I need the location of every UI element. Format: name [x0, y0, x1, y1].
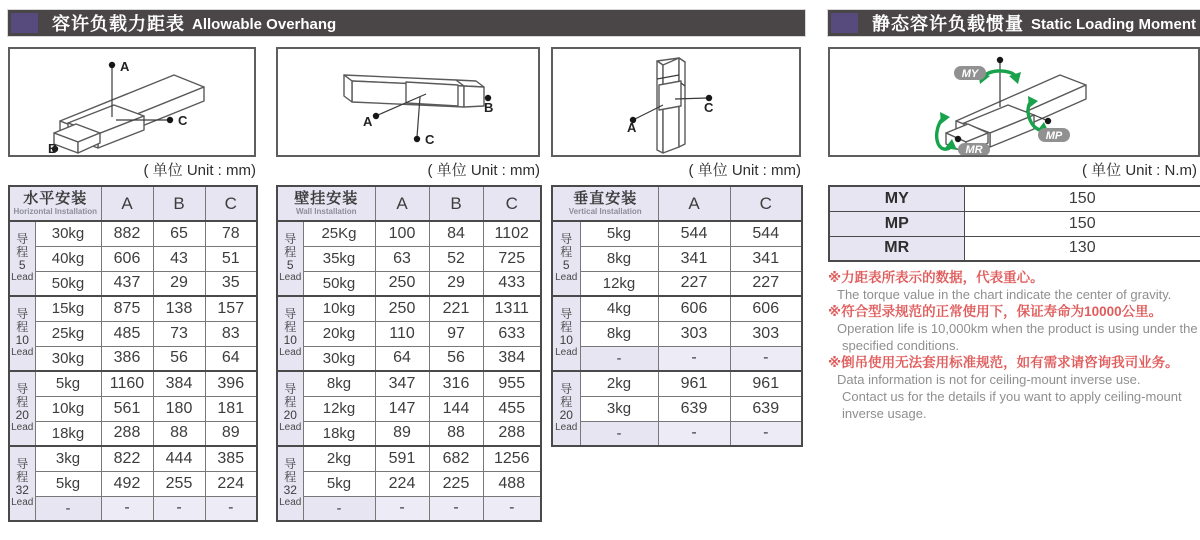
installation-table [276, 185, 542, 522]
table-row [552, 371, 802, 396]
moment-label-mr: MR [965, 144, 983, 155]
weight-cell: 25kg [35, 321, 101, 346]
table-row [277, 296, 541, 321]
value-cell: 52 [429, 246, 483, 271]
table-row [9, 321, 257, 346]
unit-label-mm: ( 单位 Unit : mm) [143, 162, 256, 179]
table-row [277, 446, 541, 471]
value-cell: 433 [483, 271, 541, 296]
lead-cell [9, 296, 35, 371]
value-cell: 303 [658, 321, 730, 346]
value-cell: 882 [101, 221, 153, 246]
value-cell: 84 [429, 221, 483, 246]
value-cell: 606 [730, 296, 802, 321]
lead-number: 5 [18, 258, 26, 272]
lead-en: Lead [555, 272, 578, 283]
value-cell: 606 [658, 296, 730, 321]
value-cell: 961 [658, 371, 730, 396]
value-cell: 56 [429, 346, 483, 371]
value-cell: 341 [658, 246, 730, 271]
lead-en: Lead [11, 497, 34, 508]
weight-cell: 15kg [35, 296, 101, 321]
accent-square-icon [11, 13, 38, 33]
table-row [277, 396, 541, 421]
moment-diagram-drawing [830, 49, 1198, 155]
table-row [829, 211, 1200, 236]
section-title-en: Allowable Overhang [192, 15, 337, 33]
value-cell: 138 [153, 296, 205, 321]
diagram-horizontal-installation [8, 47, 256, 157]
lead-cell [9, 221, 35, 296]
value-cell: 29 [429, 271, 483, 296]
column-header: A [101, 186, 153, 221]
weight-cell: 8kg [580, 321, 658, 346]
value-cell: - [483, 496, 541, 521]
table-row [829, 236, 1200, 261]
lead-cell [552, 296, 580, 371]
lead-number: 5 [286, 258, 294, 272]
lead-char: 程 [284, 245, 297, 259]
value-cell: 633 [483, 321, 541, 346]
value-cell: 347 [375, 371, 429, 396]
weight-cell: 25Kg [303, 221, 375, 246]
lead-number: 10 [559, 333, 573, 347]
value-cell: 1311 [483, 296, 541, 321]
lead-char: 程 [284, 395, 297, 409]
value-cell: 181 [205, 396, 257, 421]
installation-header-cell [277, 186, 375, 221]
installation-name-zh: 水平安装 [23, 190, 88, 207]
accent-square-icon [831, 13, 858, 33]
lead-char: 导 [560, 232, 573, 246]
lead-char: 导 [16, 457, 29, 471]
value-cell: 316 [429, 371, 483, 396]
value-cell: 250 [375, 271, 429, 296]
table-row [277, 221, 541, 246]
point-label-a: A [120, 59, 130, 74]
footnote-en: Operation life is 10,000km when the product is using under the [837, 321, 1198, 336]
table-row [552, 396, 802, 421]
value-cell: 341 [730, 246, 802, 271]
value-cell: 437 [101, 271, 153, 296]
table-row [552, 321, 802, 346]
table-row [9, 246, 257, 271]
table-row [9, 496, 257, 521]
lead-en: Lead [555, 347, 578, 358]
lead-number: 32 [283, 483, 297, 497]
lead-en: Lead [279, 272, 302, 283]
diagram-wall-installation [276, 47, 540, 157]
value-cell: 180 [153, 396, 205, 421]
value-cell: 544 [730, 221, 802, 246]
lead-en: Lead [11, 272, 34, 283]
value-cell: 224 [205, 471, 257, 496]
value-cell: 65 [153, 221, 205, 246]
value-cell: 63 [375, 246, 429, 271]
value-cell: 227 [658, 271, 730, 296]
value-cell: 224 [375, 471, 429, 496]
installation-name-zh: 垂直安装 [573, 190, 638, 207]
weight-cell: 18kg [35, 421, 101, 446]
moment-axis-label: MY [829, 186, 964, 211]
lead-char: 程 [284, 320, 297, 334]
value-cell: 43 [153, 246, 205, 271]
value-cell: 961 [730, 371, 802, 396]
table-row [9, 221, 257, 246]
table-header-row [277, 186, 541, 221]
installation-table [551, 185, 803, 447]
table-wall-installation [276, 185, 542, 522]
table-row [552, 421, 802, 446]
weight-cell: 4kg [580, 296, 658, 321]
lead-char: 导 [284, 307, 297, 321]
weight-cell: 5kg [35, 471, 101, 496]
table-row [277, 321, 541, 346]
table-row [277, 496, 541, 521]
footnote-en: Contact us for the details if you want to apply ceiling-mount [842, 389, 1182, 404]
weight-cell: 3kg [35, 446, 101, 471]
installation-name-en: Wall Installation [295, 207, 357, 216]
weight-cell: 30kg [35, 221, 101, 246]
weight-cell: - [35, 496, 101, 521]
value-cell: 822 [101, 446, 153, 471]
weight-cell: 3kg [580, 396, 658, 421]
lead-cell [277, 296, 303, 371]
value-cell: 78 [205, 221, 257, 246]
lead-char: 导 [560, 307, 573, 321]
lead-cell [277, 221, 303, 296]
lead-en: Lead [555, 422, 578, 433]
lead-number: 32 [15, 483, 29, 497]
table-row [277, 471, 541, 496]
weight-cell: 8kg [580, 246, 658, 271]
lead-char: 导 [284, 457, 297, 471]
column-header: C [205, 186, 257, 221]
lead-cell [277, 446, 303, 521]
section-header-allowable-overhang [8, 10, 805, 36]
value-cell: 147 [375, 396, 429, 421]
value-cell: 250 [375, 296, 429, 321]
footnote-en: specified conditions. [842, 338, 960, 353]
table-row [277, 346, 541, 371]
lead-char: 导 [16, 382, 29, 396]
footnote-en: The torque value in the chart indicate the center of gravity. [837, 287, 1172, 302]
section-title-en: Static Loading Moment [1031, 15, 1196, 33]
point-label-b: B [48, 141, 58, 155]
vertical-diagram-drawing [553, 49, 799, 155]
value-cell: 875 [101, 296, 153, 321]
value-cell: 385 [205, 446, 257, 471]
lead-number: 10 [15, 333, 29, 347]
lead-char: 导 [284, 232, 297, 246]
weight-cell: 2kg [580, 371, 658, 396]
table-row [9, 271, 257, 296]
lead-cell [9, 371, 35, 446]
weight-cell: 5kg [35, 371, 101, 396]
moment-value: 130 [964, 236, 1200, 261]
value-cell: 386 [101, 346, 153, 371]
moment-value: 150 [964, 186, 1200, 211]
unit-label-nm: ( 单位 Unit : N.m) [1082, 162, 1197, 179]
installation-header-cell [9, 186, 101, 221]
table-row [9, 421, 257, 446]
weight-cell: 50kg [303, 271, 375, 296]
weight-cell: 5kg [580, 221, 658, 246]
value-cell: 955 [483, 371, 541, 396]
value-cell: 157 [205, 296, 257, 321]
table-static-loading-moment [828, 185, 1200, 262]
lead-char: 导 [16, 232, 29, 246]
value-cell: 89 [205, 421, 257, 446]
weight-cell: 10kg [35, 396, 101, 421]
footnote-zh: ※力距表所表示的数据，代表重心。 [828, 270, 1044, 285]
lead-number: 10 [283, 333, 297, 347]
lead-en: Lead [279, 497, 302, 508]
lead-en: Lead [11, 422, 34, 433]
wall-diagram-drawing [278, 49, 538, 155]
weight-cell: 20kg [303, 321, 375, 346]
value-cell: 56 [153, 346, 205, 371]
value-cell: - [730, 421, 802, 446]
column-header: A [375, 186, 429, 221]
lead-char: 程 [560, 245, 573, 259]
value-cell: 396 [205, 371, 257, 396]
lead-char: 程 [284, 470, 297, 484]
value-cell: 225 [429, 471, 483, 496]
value-cell: 561 [101, 396, 153, 421]
value-cell: - [658, 421, 730, 446]
moment-value: 150 [964, 211, 1200, 236]
weight-cell: 12kg [303, 396, 375, 421]
table-row [552, 271, 802, 296]
value-cell: - [153, 496, 205, 521]
value-cell: 88 [429, 421, 483, 446]
weight-cell: 30kg [35, 346, 101, 371]
weight-cell: 30kg [303, 346, 375, 371]
value-cell: 288 [101, 421, 153, 446]
table-row [277, 421, 541, 446]
weight-cell: 5kg [303, 471, 375, 496]
footnote-en: inverse usage. [842, 406, 927, 421]
installation-table [8, 185, 258, 522]
value-cell: - [205, 496, 257, 521]
weight-cell: - [580, 346, 658, 371]
table-row [9, 446, 257, 471]
lead-number: 20 [15, 408, 29, 422]
point-label-a: A [363, 114, 373, 129]
table-header-row [9, 186, 257, 221]
lead-cell [552, 371, 580, 446]
table-row [552, 246, 802, 271]
value-cell: 1160 [101, 371, 153, 396]
value-cell: 384 [483, 346, 541, 371]
lead-cell [277, 371, 303, 446]
table-row [9, 471, 257, 496]
table-horizontal-installation [8, 185, 258, 522]
value-cell: 1256 [483, 446, 541, 471]
value-cell: 144 [429, 396, 483, 421]
diagram-static-loading-moment [828, 47, 1200, 157]
table-row [9, 346, 257, 371]
value-cell: 1102 [483, 221, 541, 246]
value-cell: 492 [101, 471, 153, 496]
value-cell: - [658, 346, 730, 371]
value-cell: 97 [429, 321, 483, 346]
value-cell: - [429, 496, 483, 521]
value-cell: 544 [658, 221, 730, 246]
weight-cell: 2kg [303, 446, 375, 471]
column-header: C [730, 186, 802, 221]
value-cell: 110 [375, 321, 429, 346]
value-cell: - [375, 496, 429, 521]
table-vertical-installation [551, 185, 803, 447]
value-cell: 64 [375, 346, 429, 371]
point-label-c: C [704, 100, 714, 115]
moment-label-mp: MP [1045, 130, 1063, 142]
column-header: B [429, 186, 483, 221]
value-cell: 488 [483, 471, 541, 496]
lead-number: 20 [559, 408, 573, 422]
lead-en: Lead [11, 347, 34, 358]
section-title-zh: 容许负载力距表 [52, 14, 185, 34]
value-cell: 29 [153, 271, 205, 296]
moment-table [828, 185, 1200, 262]
value-cell: 255 [153, 471, 205, 496]
lead-cell [9, 446, 35, 521]
lead-char: 程 [16, 395, 29, 409]
footnotes [828, 269, 1200, 429]
value-cell: 89 [375, 421, 429, 446]
horizontal-diagram-drawing [10, 49, 254, 155]
value-cell: 288 [483, 421, 541, 446]
lead-char: 导 [560, 382, 573, 396]
value-cell: 682 [429, 446, 483, 471]
installation-header-cell [552, 186, 658, 221]
unit-label-mm: ( 单位 Unit : mm) [427, 162, 540, 179]
weight-cell: - [303, 496, 375, 521]
weight-cell: 18kg [303, 421, 375, 446]
value-cell: 485 [101, 321, 153, 346]
weight-cell: 50kg [35, 271, 101, 296]
weight-cell: - [580, 421, 658, 446]
lead-char: 程 [16, 470, 29, 484]
unit-label-mm: ( 单位 Unit : mm) [688, 162, 801, 179]
weight-cell: 40kg [35, 246, 101, 271]
moment-axis-label: MP [829, 211, 964, 236]
footnote-zh: ※符合型录规范的正常使用下，保证寿命为10000公里。 [828, 304, 1163, 319]
moment-label-my: MY [961, 68, 979, 80]
lead-cell [552, 221, 580, 296]
installation-name-zh: 壁挂安装 [294, 190, 359, 207]
value-cell: - [101, 496, 153, 521]
column-header: C [483, 186, 541, 221]
value-cell: 73 [153, 321, 205, 346]
column-header: B [153, 186, 205, 221]
table-row [829, 186, 1200, 211]
point-label-c: C [178, 113, 188, 128]
column-header: A [658, 186, 730, 221]
lead-en: Lead [279, 422, 302, 433]
weight-cell: 10kg [303, 296, 375, 321]
diagram-vertical-installation [551, 47, 801, 157]
point-label-b: B [484, 100, 494, 115]
value-cell: 606 [101, 246, 153, 271]
weight-cell: 35kg [303, 246, 375, 271]
value-cell: 303 [730, 321, 802, 346]
lead-char: 程 [16, 245, 29, 259]
value-cell: 83 [205, 321, 257, 346]
moment-axis-label: MR [829, 236, 964, 261]
table-row [9, 371, 257, 396]
lead-number: 5 [562, 258, 570, 272]
lead-char: 程 [16, 320, 29, 334]
table-row [9, 296, 257, 321]
value-cell: 455 [483, 396, 541, 421]
point-label-a: A [627, 120, 637, 135]
value-cell: 639 [658, 396, 730, 421]
value-cell: 591 [375, 446, 429, 471]
value-cell: - [730, 346, 802, 371]
lead-en: Lead [279, 347, 302, 358]
value-cell: 639 [730, 396, 802, 421]
value-cell: 51 [205, 246, 257, 271]
value-cell: 64 [205, 346, 257, 371]
lead-char: 导 [16, 307, 29, 321]
table-row [552, 296, 802, 321]
value-cell: 444 [153, 446, 205, 471]
table-row [552, 346, 802, 371]
value-cell: 221 [429, 296, 483, 321]
section-title-zh: 静态容许负载惯量 [872, 14, 1024, 34]
lead-number: 20 [283, 408, 297, 422]
table-header-row [552, 186, 802, 221]
installation-name-en: Horizontal Installation [13, 207, 98, 216]
table-row [552, 221, 802, 246]
value-cell: 384 [153, 371, 205, 396]
value-cell: 88 [153, 421, 205, 446]
footnote-en: Data information is not for ceiling-mount inverse use. [837, 372, 1141, 387]
value-cell: 35 [205, 271, 257, 296]
value-cell: 227 [730, 271, 802, 296]
lead-char: 程 [560, 395, 573, 409]
section-header-static-loading-moment [828, 10, 1200, 36]
lead-char: 程 [560, 320, 573, 334]
weight-cell: 8kg [303, 371, 375, 396]
lead-char: 导 [284, 382, 297, 396]
table-row [277, 271, 541, 296]
value-cell: 100 [375, 221, 429, 246]
table-row [9, 396, 257, 421]
value-cell: 725 [483, 246, 541, 271]
weight-cell: 12kg [580, 271, 658, 296]
point-label-c: C [425, 132, 435, 147]
table-row [277, 246, 541, 271]
footnote-zh: ※倒吊使用无法套用标准规范，如有需求请咨询我司业务。 [828, 355, 1179, 370]
installation-name-en: Vertical Installation [568, 207, 642, 216]
table-row [277, 371, 541, 396]
